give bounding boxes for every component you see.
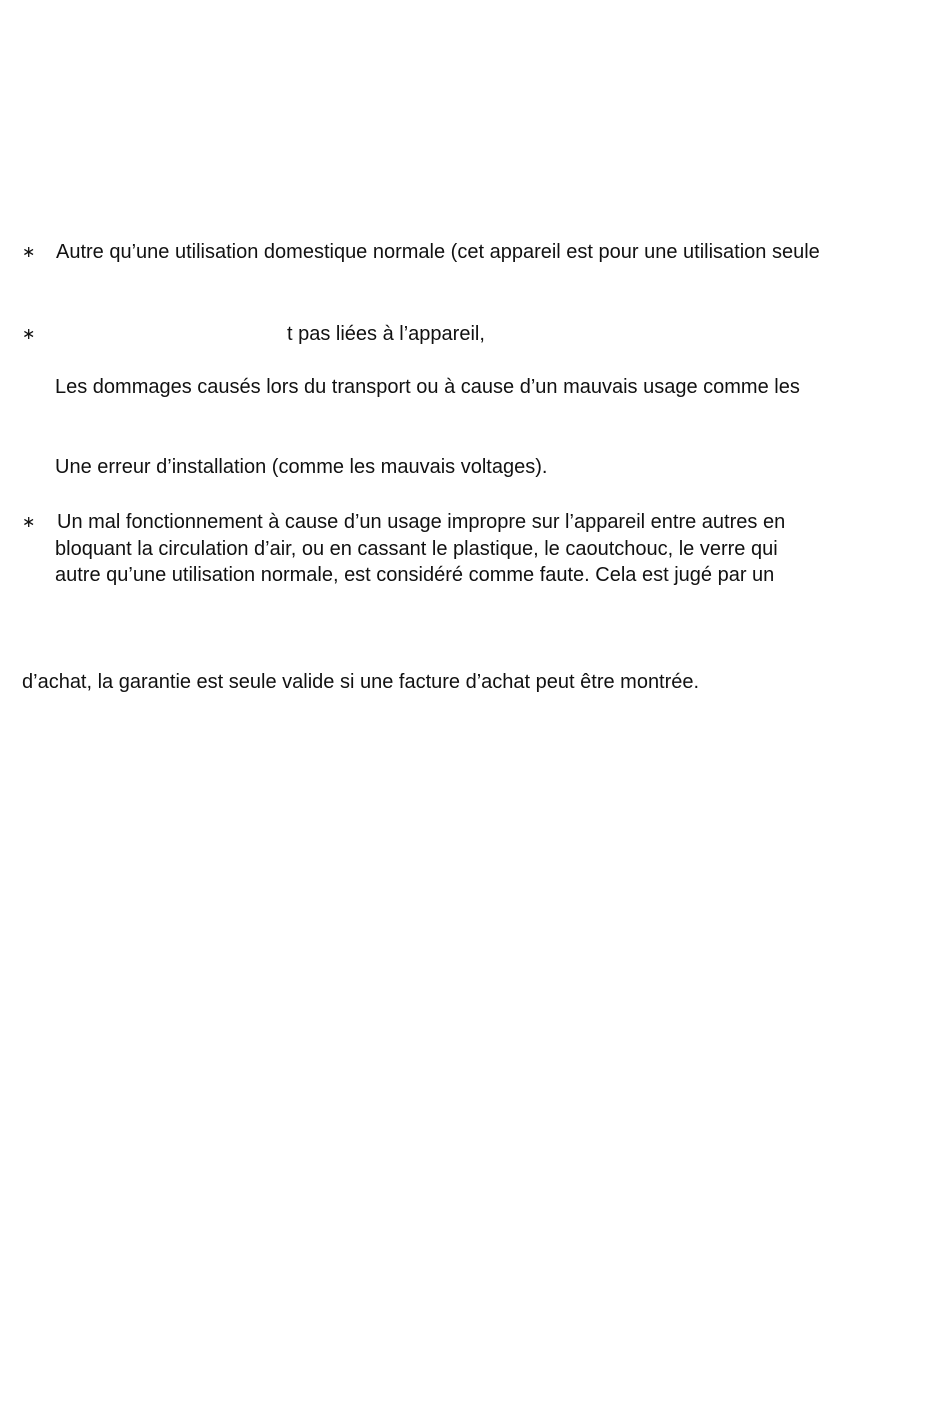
text-line-6: bloquant la circulation d’air, ou en cassant le plastique, le caoutchouc, le verre qui — [55, 538, 778, 560]
text-line-4: Une erreur d’installation (comme les mauvais voltages). — [55, 456, 548, 478]
text-line-3: Les dommages causés lors du transport ou à cause d’un mauvais usage comme les — [55, 376, 800, 398]
bullet-3: ∗ — [22, 514, 36, 531]
text-line-2: t pas liées à l’appareil, — [287, 323, 485, 345]
text-line-1: Autre qu’une utilisation domestique normale (cet appareil est pour une utilisation seule — [56, 241, 820, 263]
text-line-8: d’achat, la garantie est seule valide si une facture d’achat peut être montrée. — [22, 671, 700, 693]
bullet-1: ∗ — [22, 244, 36, 261]
text-line-5: Un mal fonctionnement à cause d’un usage impropre sur l’appareil entre autres en — [57, 511, 786, 533]
text-line-7: autre qu’une utilisation normale, est considéré comme faute. Cela est jugé par un — [55, 564, 775, 586]
bullet-2: ∗ — [22, 326, 36, 343]
